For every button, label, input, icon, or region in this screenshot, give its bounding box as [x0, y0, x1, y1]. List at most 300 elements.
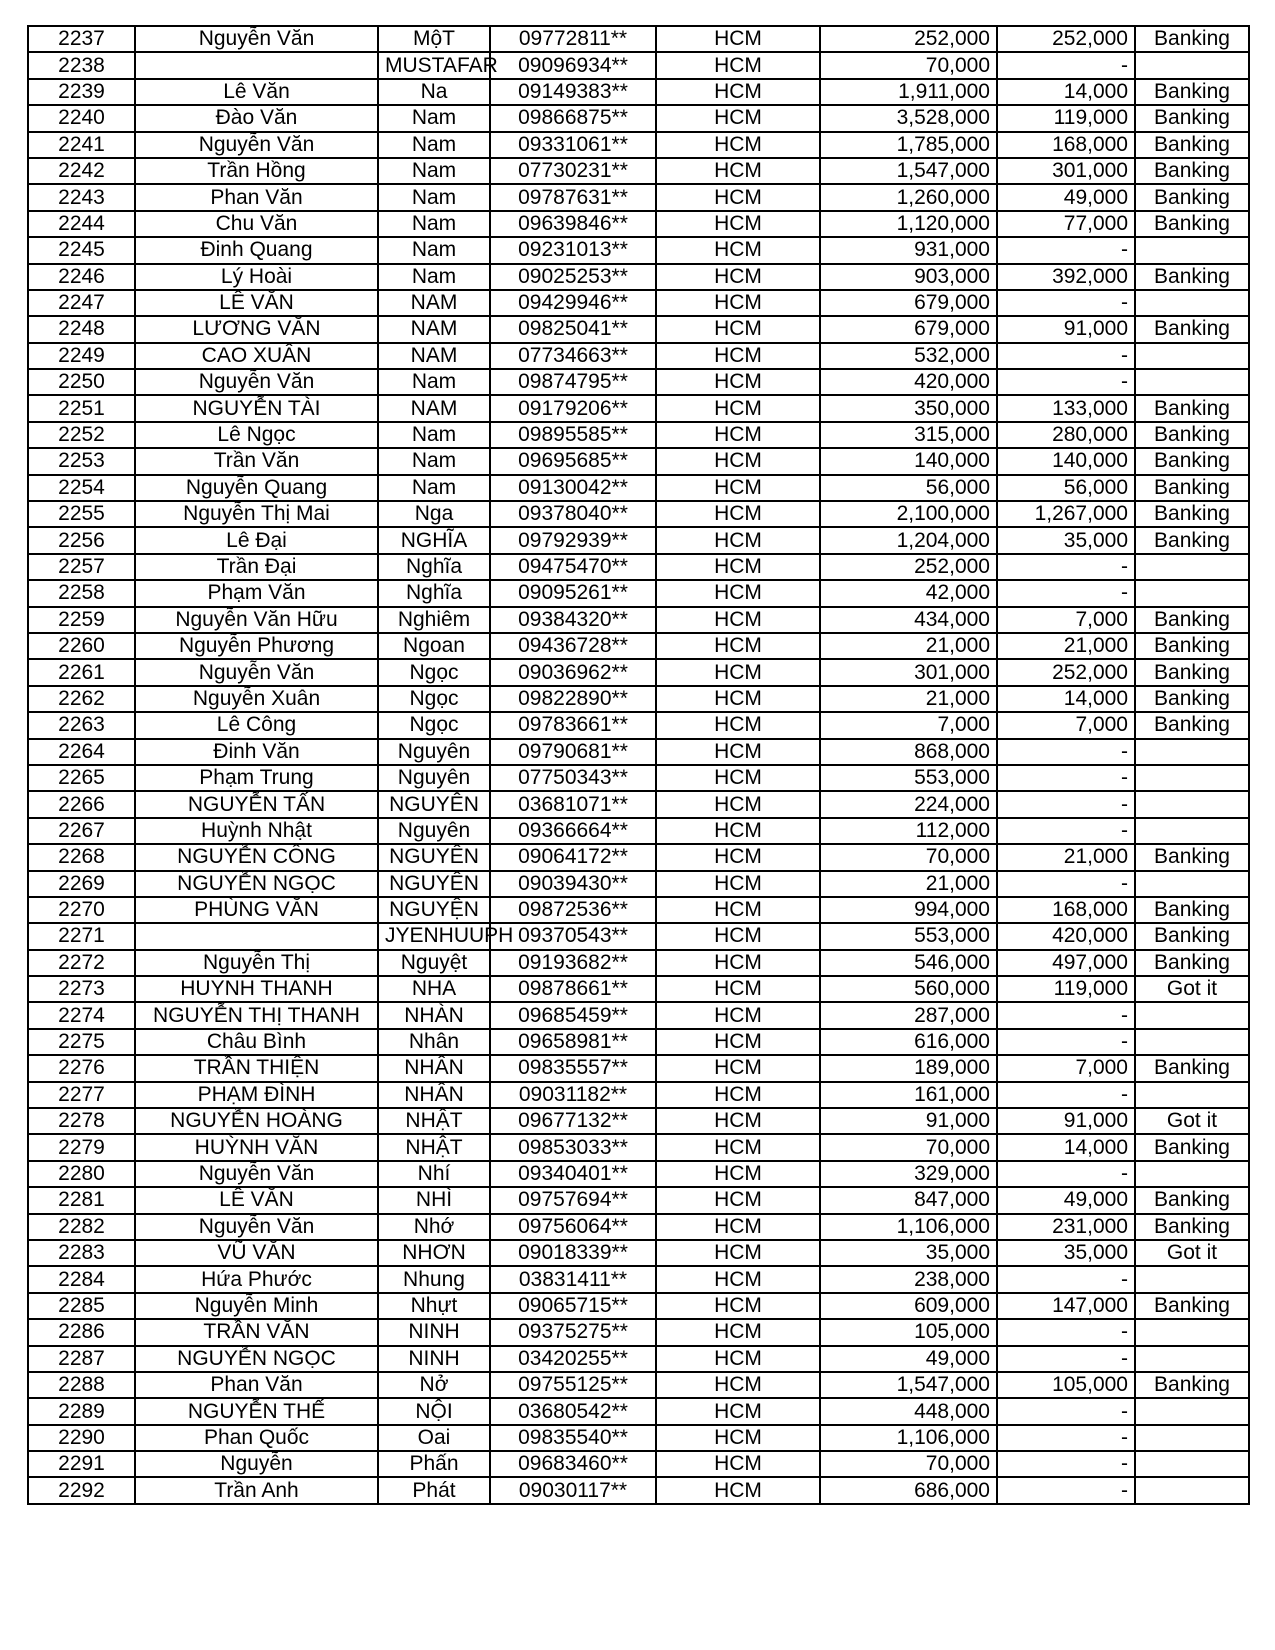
region-cell: HCM — [656, 132, 820, 158]
surname-cell: Nguyễn Văn — [135, 1214, 378, 1240]
surname-cell: VŨ VĂN — [135, 1240, 378, 1266]
row-number-cell: 2239 — [28, 79, 135, 105]
payment-method-cell: Banking — [1135, 1372, 1249, 1398]
given-name-cell: MộT — [378, 26, 490, 52]
received-amount-cell: 252,000 — [997, 659, 1135, 685]
table-row — [28, 659, 1249, 685]
payment-method-cell — [1135, 1319, 1249, 1345]
region-cell: HCM — [656, 554, 820, 580]
total-amount-cell: 21,000 — [820, 686, 997, 712]
given-name-cell: Nam — [378, 448, 490, 474]
total-amount-cell: 679,000 — [820, 290, 997, 316]
table-row — [28, 1346, 1249, 1372]
received-amount-cell: - — [997, 1082, 1135, 1108]
received-amount-cell: 21,000 — [997, 633, 1135, 659]
region-cell: HCM — [656, 475, 820, 501]
row-number-cell: 2282 — [28, 1214, 135, 1240]
table-row — [28, 897, 1249, 923]
surname-cell: Trần Anh — [135, 1477, 378, 1503]
row-number-cell: 2274 — [28, 1002, 135, 1028]
row-number-cell: 2288 — [28, 1372, 135, 1398]
table-row — [28, 264, 1249, 290]
row-number-cell: 2261 — [28, 659, 135, 685]
payment-method-cell — [1135, 52, 1249, 78]
total-amount-cell: 420,000 — [820, 369, 997, 395]
surname-cell: LƯƠNG VĂN — [135, 316, 378, 342]
phone-cell: 09822890** — [490, 686, 656, 712]
given-name-cell: Ngọc — [378, 659, 490, 685]
surname-cell: Lê Ngọc — [135, 422, 378, 448]
region-cell: HCM — [656, 26, 820, 52]
payment-method-cell: Banking — [1135, 448, 1249, 474]
payment-method-cell: Banking — [1135, 659, 1249, 685]
row-number-cell: 2262 — [28, 686, 135, 712]
phone-cell: 09018339** — [490, 1240, 656, 1266]
given-name-cell: Phấn — [378, 1451, 490, 1477]
received-amount-cell: - — [997, 1451, 1135, 1477]
total-amount-cell: 609,000 — [820, 1293, 997, 1319]
surname-cell: Trần Văn — [135, 448, 378, 474]
table-row — [28, 501, 1249, 527]
table-row — [28, 791, 1249, 817]
table-row — [28, 765, 1249, 791]
received-amount-cell: 49,000 — [997, 1187, 1135, 1213]
payment-method-cell: Banking — [1135, 158, 1249, 184]
row-number-cell: 2287 — [28, 1346, 135, 1372]
phone-cell: 09658981** — [490, 1029, 656, 1055]
phone-cell: 07730231** — [490, 158, 656, 184]
region-cell: HCM — [656, 290, 820, 316]
payment-method-cell — [1135, 1425, 1249, 1451]
row-number-cell: 2286 — [28, 1319, 135, 1345]
given-name-cell: Nguyên — [378, 739, 490, 765]
given-name-cell: Nam — [378, 237, 490, 263]
table-row — [28, 316, 1249, 342]
table-row — [28, 1134, 1249, 1160]
phone-cell: 09874795** — [490, 369, 656, 395]
given-name-cell: JYENHUUPH — [378, 923, 490, 949]
received-amount-cell: - — [997, 343, 1135, 369]
phone-cell: 09429946** — [490, 290, 656, 316]
total-amount-cell: 1,911,000 — [820, 79, 997, 105]
row-number-cell: 2267 — [28, 818, 135, 844]
received-amount-cell: 420,000 — [997, 923, 1135, 949]
surname-cell: Phan Quốc — [135, 1425, 378, 1451]
total-amount-cell: 70,000 — [820, 1134, 997, 1160]
table-row — [28, 1108, 1249, 1134]
total-amount-cell: 140,000 — [820, 448, 997, 474]
surname-cell: Trần Đại — [135, 554, 378, 580]
total-amount-cell: 105,000 — [820, 1319, 997, 1345]
region-cell: HCM — [656, 844, 820, 870]
surname-cell: Phan Văn — [135, 1372, 378, 1398]
phone-cell: 09677132** — [490, 1108, 656, 1134]
phone-cell: 09036962** — [490, 659, 656, 685]
payment-method-cell: Banking — [1135, 316, 1249, 342]
table-row — [28, 1477, 1249, 1503]
region-cell: HCM — [656, 818, 820, 844]
surname-cell: LÊ VĂN — [135, 290, 378, 316]
table-row — [28, 1002, 1249, 1028]
region-cell: HCM — [656, 237, 820, 263]
payment-method-cell: Banking — [1135, 897, 1249, 923]
given-name-cell: NGUYỆN — [378, 897, 490, 923]
phone-cell: 09772811** — [490, 26, 656, 52]
payment-method-cell: Got it — [1135, 1240, 1249, 1266]
phone-cell: 03420255** — [490, 1346, 656, 1372]
surname-cell: LÊ VĂN — [135, 1187, 378, 1213]
row-number-cell: 2245 — [28, 237, 135, 263]
given-name-cell: Nam — [378, 422, 490, 448]
received-amount-cell: 231,000 — [997, 1214, 1135, 1240]
row-number-cell: 2263 — [28, 712, 135, 738]
surname-cell: NGUYỄN NGỌC — [135, 871, 378, 897]
table-row — [28, 237, 1249, 263]
given-name-cell: Nguyệt — [378, 950, 490, 976]
row-number-cell: 2258 — [28, 580, 135, 606]
row-number-cell: 2272 — [28, 950, 135, 976]
received-amount-cell: 119,000 — [997, 105, 1135, 131]
table-row — [28, 448, 1249, 474]
total-amount-cell: 112,000 — [820, 818, 997, 844]
phone-cell: 09031182** — [490, 1082, 656, 1108]
total-amount-cell: 252,000 — [820, 26, 997, 52]
received-amount-cell: - — [997, 580, 1135, 606]
surname-cell: Huỳnh Nhật — [135, 818, 378, 844]
surname-cell: TRẦN VĂN — [135, 1319, 378, 1345]
payment-method-cell: Banking — [1135, 211, 1249, 237]
payment-method-cell: Banking — [1135, 395, 1249, 421]
region-cell: HCM — [656, 633, 820, 659]
region-cell: HCM — [656, 791, 820, 817]
surname-cell: Phan Văn — [135, 184, 378, 210]
total-amount-cell: 70,000 — [820, 844, 997, 870]
row-number-cell: 2270 — [28, 897, 135, 923]
surname-cell: Nguyễn Phương — [135, 633, 378, 659]
payment-method-cell: Banking — [1135, 950, 1249, 976]
payment-method-cell — [1135, 1346, 1249, 1372]
payment-method-cell: Got it — [1135, 976, 1249, 1002]
row-number-cell: 2269 — [28, 871, 135, 897]
region-cell: HCM — [656, 184, 820, 210]
payment-method-cell: Banking — [1135, 1134, 1249, 1160]
payment-method-cell — [1135, 1029, 1249, 1055]
received-amount-cell: - — [997, 1425, 1135, 1451]
given-name-cell: NGUYÊN — [378, 844, 490, 870]
surname-cell: Đinh Quang — [135, 237, 378, 263]
region-cell: HCM — [656, 1082, 820, 1108]
total-amount-cell: 1,120,000 — [820, 211, 997, 237]
given-name-cell: Nam — [378, 211, 490, 237]
surname-cell: Trần Hồng — [135, 158, 378, 184]
region-cell: HCM — [656, 607, 820, 633]
surname-cell: NGUYỄN HOÀNG — [135, 1108, 378, 1134]
received-amount-cell: - — [997, 1319, 1135, 1345]
region-cell: HCM — [656, 976, 820, 1002]
total-amount-cell: 553,000 — [820, 765, 997, 791]
row-number-cell: 2276 — [28, 1055, 135, 1081]
table-row — [28, 1029, 1249, 1055]
received-amount-cell: 14,000 — [997, 686, 1135, 712]
row-number-cell: 2242 — [28, 158, 135, 184]
payment-method-cell — [1135, 369, 1249, 395]
payment-method-cell: Banking — [1135, 105, 1249, 131]
given-name-cell: NHẬT — [378, 1134, 490, 1160]
table-row — [28, 871, 1249, 897]
row-number-cell: 2247 — [28, 290, 135, 316]
given-name-cell: NINH — [378, 1319, 490, 1345]
given-name-cell: Nam — [378, 264, 490, 290]
region-cell: HCM — [656, 1398, 820, 1424]
phone-cell: 09835557** — [490, 1055, 656, 1081]
received-amount-cell: - — [997, 739, 1135, 765]
given-name-cell: Nguyên — [378, 765, 490, 791]
given-name-cell: NHÀN — [378, 1002, 490, 1028]
surname-cell: CAO XUÂN — [135, 343, 378, 369]
table-row — [28, 818, 1249, 844]
payment-method-cell — [1135, 554, 1249, 580]
region-cell: HCM — [656, 1002, 820, 1028]
phone-cell: 09792939** — [490, 527, 656, 553]
total-amount-cell: 616,000 — [820, 1029, 997, 1055]
row-number-cell: 2255 — [28, 501, 135, 527]
received-amount-cell: - — [997, 1002, 1135, 1028]
phone-cell: 09853033** — [490, 1134, 656, 1160]
phone-cell: 03681071** — [490, 791, 656, 817]
table-row — [28, 739, 1249, 765]
total-amount-cell: 994,000 — [820, 897, 997, 923]
phone-cell: 09685459** — [490, 1002, 656, 1028]
total-amount-cell: 287,000 — [820, 1002, 997, 1028]
given-name-cell: Nam — [378, 475, 490, 501]
surname-cell: HUỲNH VĂN — [135, 1134, 378, 1160]
total-amount-cell: 434,000 — [820, 607, 997, 633]
total-amount-cell: 2,100,000 — [820, 501, 997, 527]
region-cell: HCM — [656, 316, 820, 342]
phone-cell: 09755125** — [490, 1372, 656, 1398]
row-number-cell: 2260 — [28, 633, 135, 659]
surname-cell: NGUYỄN TÀI — [135, 395, 378, 421]
table-row — [28, 132, 1249, 158]
surname-cell: Phạm Văn — [135, 580, 378, 606]
row-number-cell: 2243 — [28, 184, 135, 210]
given-name-cell: Nam — [378, 184, 490, 210]
given-name-cell: NAM — [378, 316, 490, 342]
region-cell: HCM — [656, 211, 820, 237]
given-name-cell: Ngọc — [378, 712, 490, 738]
table-row — [28, 26, 1249, 52]
payment-method-cell: Got it — [1135, 1108, 1249, 1134]
payment-method-cell: Banking — [1135, 475, 1249, 501]
phone-cell: 09866875** — [490, 105, 656, 131]
total-amount-cell: 3,528,000 — [820, 105, 997, 131]
payment-method-cell — [1135, 818, 1249, 844]
payment-method-cell — [1135, 343, 1249, 369]
surname-cell: Nguyễn Thị — [135, 950, 378, 976]
total-amount-cell: 679,000 — [820, 316, 997, 342]
table-row — [28, 1055, 1249, 1081]
surname-cell: Nguyễn Thị Mai — [135, 501, 378, 527]
total-amount-cell: 91,000 — [820, 1108, 997, 1134]
total-amount-cell: 1,547,000 — [820, 158, 997, 184]
surname-cell: Lê Đại — [135, 527, 378, 553]
phone-cell: 09639846** — [490, 211, 656, 237]
received-amount-cell: 392,000 — [997, 264, 1135, 290]
total-amount-cell: 42,000 — [820, 580, 997, 606]
payment-method-cell: Banking — [1135, 422, 1249, 448]
payment-method-cell: Banking — [1135, 1187, 1249, 1213]
surname-cell: NGUYỄN THẾ — [135, 1398, 378, 1424]
phone-cell: 09375275** — [490, 1319, 656, 1345]
total-amount-cell: 553,000 — [820, 923, 997, 949]
given-name-cell: NHA — [378, 976, 490, 1002]
region-cell: HCM — [656, 659, 820, 685]
table-row — [28, 1266, 1249, 1292]
data-table — [27, 25, 1250, 1505]
surname-cell: Nguyễn Văn — [135, 1161, 378, 1187]
row-number-cell: 2271 — [28, 923, 135, 949]
phone-cell: 09872536** — [490, 897, 656, 923]
table-row — [28, 1425, 1249, 1451]
row-number-cell: 2292 — [28, 1477, 135, 1503]
region-cell: HCM — [656, 923, 820, 949]
phone-cell: 09475470** — [490, 554, 656, 580]
payment-method-cell — [1135, 791, 1249, 817]
region-cell: HCM — [656, 1346, 820, 1372]
payment-method-cell: Banking — [1135, 844, 1249, 870]
phone-cell: 09895585** — [490, 422, 656, 448]
received-amount-cell: 14,000 — [997, 79, 1135, 105]
payment-method-cell: Banking — [1135, 26, 1249, 52]
payment-method-cell: Banking — [1135, 1293, 1249, 1319]
total-amount-cell: 448,000 — [820, 1398, 997, 1424]
total-amount-cell: 560,000 — [820, 976, 997, 1002]
table-row — [28, 1187, 1249, 1213]
row-number-cell: 2289 — [28, 1398, 135, 1424]
phone-cell: 09064172** — [490, 844, 656, 870]
surname-cell: Lê Công — [135, 712, 378, 738]
surname-cell: Nguyễn Văn — [135, 132, 378, 158]
received-amount-cell: 497,000 — [997, 950, 1135, 976]
row-number-cell: 2240 — [28, 105, 135, 131]
total-amount-cell: 847,000 — [820, 1187, 997, 1213]
row-number-cell: 2246 — [28, 264, 135, 290]
table-row — [28, 343, 1249, 369]
phone-cell: 09878661** — [490, 976, 656, 1002]
table-row — [28, 607, 1249, 633]
surname-cell: NGUYỄN TẤN — [135, 791, 378, 817]
received-amount-cell: 1,267,000 — [997, 501, 1135, 527]
received-amount-cell: 168,000 — [997, 897, 1135, 923]
received-amount-cell: - — [997, 1161, 1135, 1187]
surname-cell: Nguyễn — [135, 1451, 378, 1477]
region-cell: HCM — [656, 712, 820, 738]
given-name-cell: Nhân — [378, 1029, 490, 1055]
table-row — [28, 1214, 1249, 1240]
region-cell: HCM — [656, 1161, 820, 1187]
phone-cell: 09825041** — [490, 316, 656, 342]
given-name-cell: Nam — [378, 158, 490, 184]
phone-cell: 09340401** — [490, 1161, 656, 1187]
total-amount-cell: 70,000 — [820, 52, 997, 78]
given-name-cell: Na — [378, 79, 490, 105]
total-amount-cell: 7,000 — [820, 712, 997, 738]
region-cell: HCM — [656, 897, 820, 923]
payment-method-cell: Banking — [1135, 132, 1249, 158]
table-row — [28, 950, 1249, 976]
phone-cell: 09835540** — [490, 1425, 656, 1451]
payment-method-cell — [1135, 1477, 1249, 1503]
given-name-cell: Nhí — [378, 1161, 490, 1187]
given-name-cell: Ngọc — [378, 686, 490, 712]
row-number-cell: 2265 — [28, 765, 135, 791]
total-amount-cell: 21,000 — [820, 633, 997, 659]
table-row — [28, 1240, 1249, 1266]
payment-method-cell — [1135, 765, 1249, 791]
phone-cell: 09025253** — [490, 264, 656, 290]
region-cell: HCM — [656, 580, 820, 606]
table-row — [28, 79, 1249, 105]
given-name-cell: NGUYÊN — [378, 871, 490, 897]
received-amount-cell: 105,000 — [997, 1372, 1135, 1398]
region-cell: HCM — [656, 1240, 820, 1266]
table-row — [28, 712, 1249, 738]
payment-method-cell: Banking — [1135, 1214, 1249, 1240]
surname-cell: Hứa Phước — [135, 1266, 378, 1292]
received-amount-cell: - — [997, 290, 1135, 316]
received-amount-cell: 49,000 — [997, 184, 1135, 210]
received-amount-cell: - — [997, 1346, 1135, 1372]
payment-method-cell — [1135, 739, 1249, 765]
total-amount-cell: 301,000 — [820, 659, 997, 685]
surname-cell: NGUYỄN NGỌC — [135, 1346, 378, 1372]
given-name-cell: Phát — [378, 1477, 490, 1503]
given-name-cell: Nam — [378, 105, 490, 131]
phone-cell: 07750343** — [490, 765, 656, 791]
surname-cell: Đinh Văn — [135, 739, 378, 765]
row-number-cell: 2278 — [28, 1108, 135, 1134]
phone-cell: 09096934** — [490, 52, 656, 78]
received-amount-cell: 35,000 — [997, 1240, 1135, 1266]
total-amount-cell: 686,000 — [820, 1477, 997, 1503]
region-cell: HCM — [656, 369, 820, 395]
phone-cell: 09756064** — [490, 1214, 656, 1240]
given-name-cell: Oai — [378, 1425, 490, 1451]
table-row — [28, 976, 1249, 1002]
received-amount-cell: - — [997, 791, 1135, 817]
row-number-cell: 2266 — [28, 791, 135, 817]
received-amount-cell: - — [997, 369, 1135, 395]
given-name-cell: NAM — [378, 395, 490, 421]
region-cell: HCM — [656, 422, 820, 448]
received-amount-cell: 301,000 — [997, 158, 1135, 184]
region-cell: HCM — [656, 1134, 820, 1160]
total-amount-cell: 315,000 — [820, 422, 997, 448]
received-amount-cell: 133,000 — [997, 395, 1135, 421]
phone-cell: 09384320** — [490, 607, 656, 633]
payment-method-cell — [1135, 871, 1249, 897]
row-number-cell: 2241 — [28, 132, 135, 158]
payment-method-cell: Banking — [1135, 79, 1249, 105]
phone-cell: 09370543** — [490, 923, 656, 949]
surname-cell: Nguyễn Minh — [135, 1293, 378, 1319]
given-name-cell: NHÂN — [378, 1082, 490, 1108]
given-name-cell: NHƠN — [378, 1240, 490, 1266]
surname-cell — [135, 923, 378, 949]
phone-cell: 09757694** — [490, 1187, 656, 1213]
row-number-cell: 2291 — [28, 1451, 135, 1477]
surname-cell: PHẠM ĐÌNH — [135, 1082, 378, 1108]
